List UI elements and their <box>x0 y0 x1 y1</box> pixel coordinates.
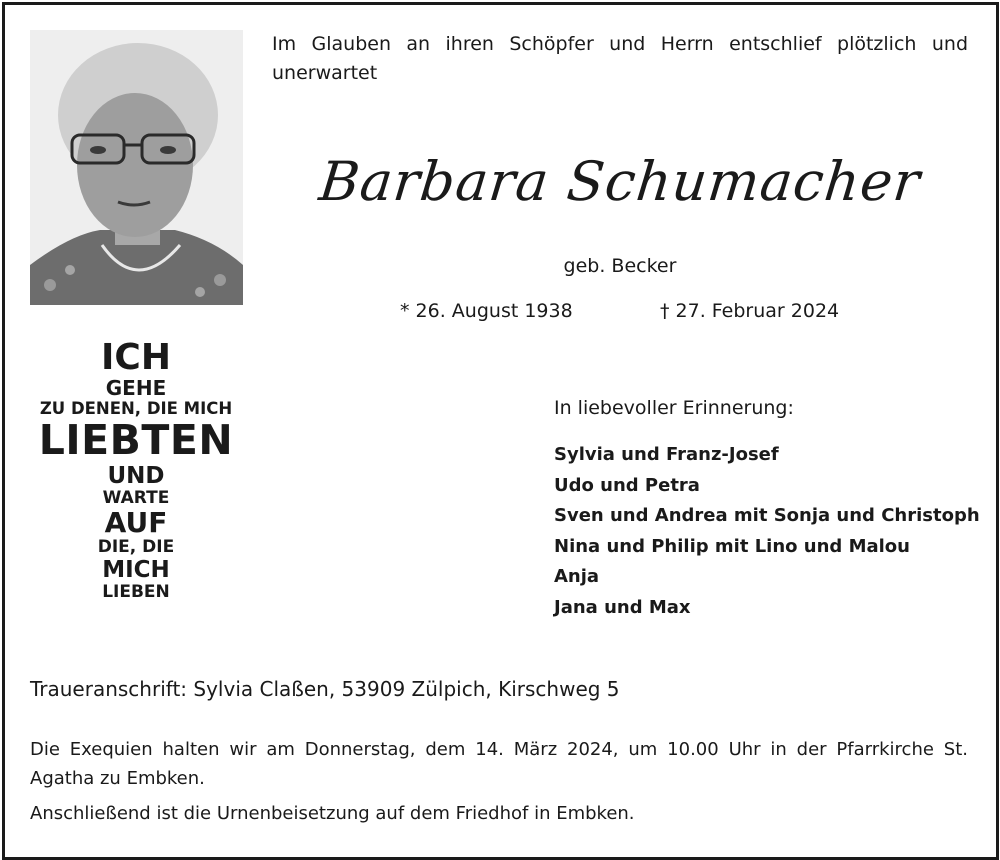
mourner-name: Nina und Philip mit Lino und Malou <box>554 535 910 557</box>
mourner-name: Udo und Petra <box>554 474 700 496</box>
mourner-name: Sven und Andrea mit Sonja und Christoph <box>554 505 980 526</box>
cross-line: AUF <box>104 505 168 539</box>
death-date: † 27. Februar 2024 <box>660 300 840 322</box>
intro-text: Im Glauben an ihren Schöpfer und Herrn entschlief plötzlich und unerwartet <box>272 33 968 84</box>
burial-info: Anschließend ist die Urnenbeisetzung auf dem Friedhof in Embken. <box>30 803 635 824</box>
mourner-list <box>554 440 980 623</box>
cross-line: ZU DENEN, DIE MICH <box>39 399 233 418</box>
cross-line: MICH <box>102 556 170 583</box>
mourner-name: Jana und Max <box>554 596 691 618</box>
cross-line: ICH <box>101 337 171 378</box>
maiden-name: geb. Becker <box>563 255 677 277</box>
cross-poem <box>28 337 244 602</box>
mourner-name: Sylvia und Franz-Josef <box>554 444 779 465</box>
service-info: Die Exequien halten wir am Donnerstag, dem 14. März 2024, um 10.00 Uhr in der Pfarrkirche St. Agatha zu Embken. <box>30 739 968 789</box>
portrait-photo <box>30 30 243 305</box>
cross-line: LIEBTEN <box>38 415 234 464</box>
cross-line: DIE, DIE <box>97 536 175 557</box>
memory-heading: In liebevoller Erinnerung: <box>554 397 794 419</box>
birth-date: * 26. August 1938 <box>400 300 573 322</box>
mourning-address: Traueranschrift: Sylvia Claßen, 53909 Zülpich, Kirschweg 5 <box>30 677 620 701</box>
cross-line: WARTE <box>102 487 170 508</box>
mourner-name: Anja <box>554 566 600 587</box>
cross-line: GEHE <box>105 376 167 400</box>
deceased-name: Barbara Schumacher <box>316 150 924 213</box>
cross-line: LIEBEN <box>102 581 170 602</box>
cross-line: UND <box>107 462 165 489</box>
